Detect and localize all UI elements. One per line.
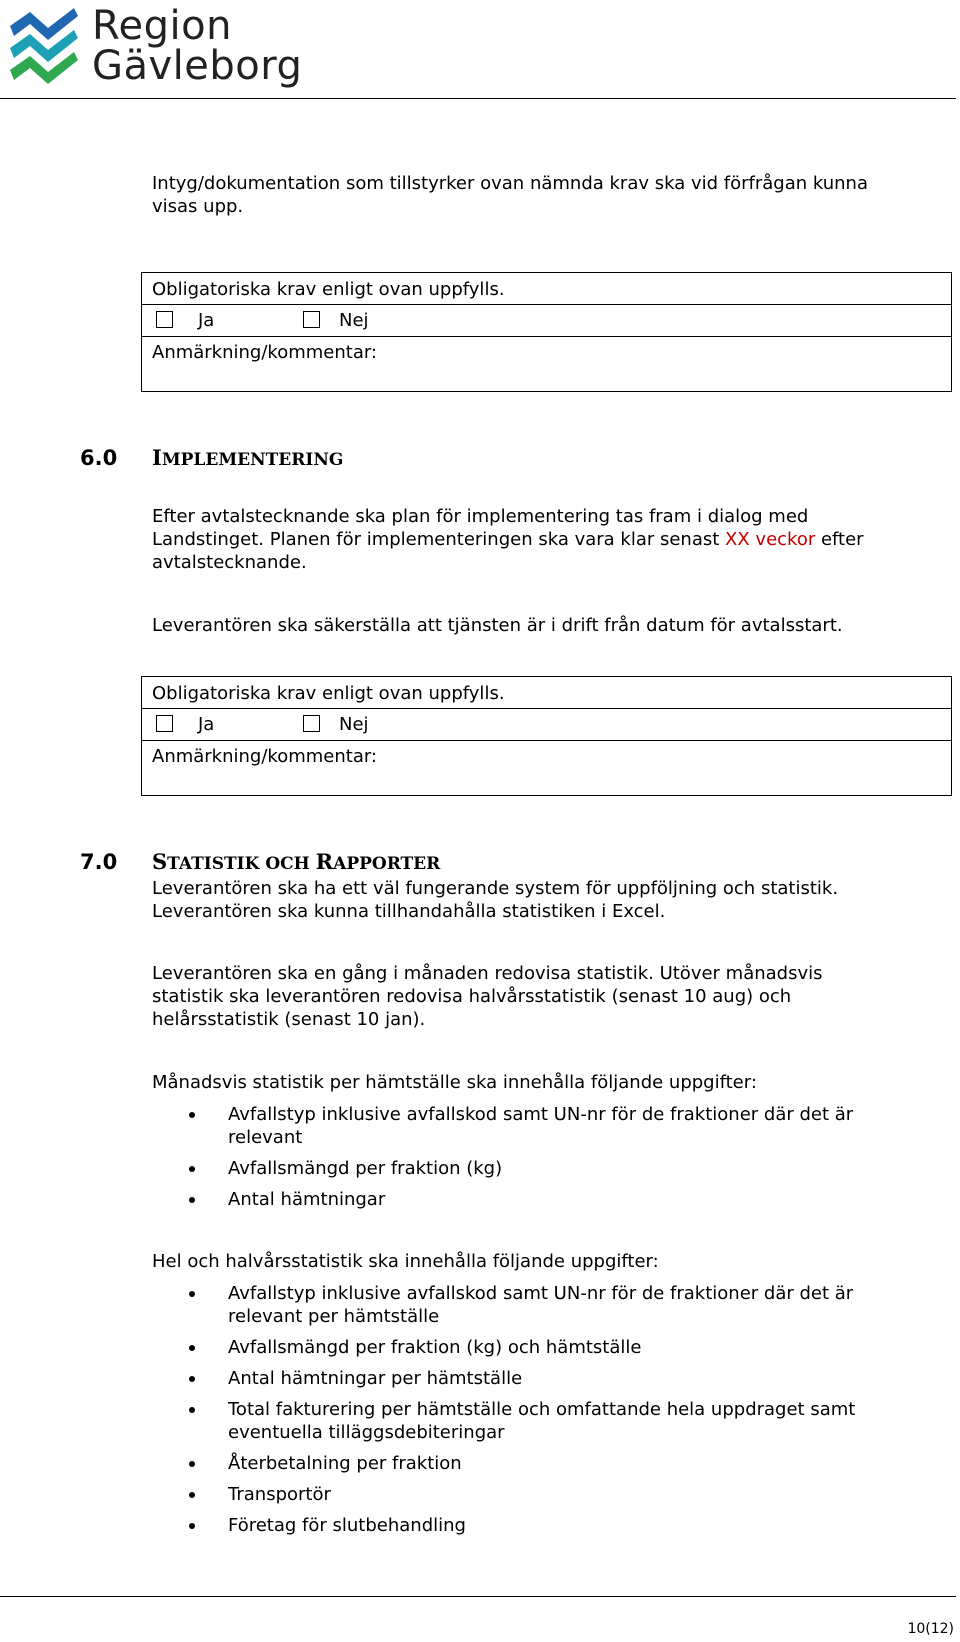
list-bullet [189, 1523, 195, 1529]
list-bullet [189, 1166, 195, 1172]
list-bullet [189, 1291, 195, 1297]
weeks-placeholder: XX veckor [725, 529, 816, 550]
list-item-continuation: eventuella tilläggsdebiteringar [228, 1422, 505, 1443]
header-divider [0, 98, 956, 99]
section-7-p2-line-2: statistik ska leverantören redovisa halvårsstatistik (senast 10 aug) och [152, 986, 792, 1007]
section-6-p1-line-2: Landstinget. Planen för implementeringen ska vara klar senast XX veckor efter [152, 529, 864, 550]
box1-comment-label: Anmärkning/kommentar: [152, 342, 377, 363]
list-item: Avfallstyp inklusive avfallskod samt UN-nr för de fraktioner där det är [228, 1104, 854, 1125]
box1-yes-checkbox[interactable] [156, 311, 173, 328]
box1-title-row [142, 273, 951, 305]
list-item: Avfallsmängd per fraktion (kg) och hämtställe [228, 1337, 642, 1358]
box2-no-label: Nej [339, 714, 369, 735]
list-bullet [189, 1376, 195, 1382]
region-gavleborg-wave-icon [8, 6, 80, 88]
list-item-continuation: relevant [228, 1127, 303, 1148]
list-bullet [189, 1112, 195, 1118]
intro-line-2: visas upp. [152, 196, 244, 217]
box2-comment-row[interactable] [142, 741, 951, 795]
box2-title-row [142, 677, 951, 709]
list-item: Företag för slutbehandling [228, 1515, 466, 1536]
section-7-p2-line-1: Leverantören ska en gång i månaden redovisa statistik. Utöver månadsvis [152, 963, 823, 984]
box1-comment-row[interactable] [142, 337, 951, 391]
section-6-number: 6.0 [80, 446, 118, 470]
section-7-p2-line-3: helårsstatistik (senast 10 jan). [152, 1009, 426, 1030]
section-7-number: 7.0 [80, 850, 118, 874]
box2-comment-label: Anmärkning/kommentar: [152, 746, 377, 767]
section-7-p1-line-1: Leverantören ska ha ett väl fungerande system för uppföljning och statistik. [152, 878, 839, 899]
page-number: 10(12) [907, 1621, 954, 1637]
box2-yes-label: Ja [198, 714, 215, 735]
box2-no-checkbox[interactable] [303, 715, 320, 732]
logo-line-2: Gävleborg [92, 43, 303, 89]
section-6-p1-line-1: Efter avtalstecknande ska plan för implementering tas fram i dialog med [152, 506, 809, 527]
list-bullet [189, 1492, 195, 1498]
list-item-continuation: relevant per hämtställe [228, 1306, 440, 1327]
list-bullet [189, 1345, 195, 1351]
list-bullet [189, 1197, 195, 1203]
box1-yes-label: Ja [198, 310, 215, 331]
list-bullet [189, 1407, 195, 1413]
requirement-box-1 [141, 272, 952, 392]
box2-answer-row [142, 709, 951, 741]
footer-divider [0, 1596, 956, 1597]
list-item: Avfallsmängd per fraktion (kg) [228, 1158, 503, 1179]
yearly-intro: Hel och halvårsstatistik ska innehålla följande uppgifter: [152, 1251, 659, 1272]
section-6-p1-line-3: avtalstecknande. [152, 552, 307, 573]
list-item: Total fakturering per hämtställe och omfattande hela uppdraget samt [228, 1399, 856, 1420]
list-item: Återbetalning per fraktion [228, 1453, 462, 1474]
list-bullet [189, 1461, 195, 1467]
section-7-p1-line-2: Leverantören ska kunna tillhandahålla statistiken i Excel. [152, 901, 666, 922]
list-item: Antal hämtningar per hämtställe [228, 1368, 523, 1389]
section-7-title: STATISTIK OCH RAPPORTER [152, 849, 441, 874]
box1-no-checkbox[interactable] [303, 311, 320, 328]
box1-answer-row [142, 305, 951, 337]
list-item: Transportör [228, 1484, 331, 1505]
list-item: Antal hämtningar [228, 1189, 386, 1210]
logo-line-1: Region [92, 3, 232, 49]
box1-no-label: Nej [339, 310, 369, 331]
logo [8, 4, 308, 90]
box1-title: Obligatoriska krav enligt ovan uppfylls. [152, 279, 505, 300]
box2-yes-checkbox[interactable] [156, 715, 173, 732]
box2-title: Obligatoriska krav enligt ovan uppfylls. [152, 683, 505, 704]
section-6-p2: Leverantören ska säkerställa att tjänsten är i drift från datum för avtalsstart. [152, 615, 843, 636]
monthly-intro: Månadsvis statistik per hämtställe ska innehålla följande uppgifter: [152, 1072, 757, 1093]
section-6-title: IMPLEMENTERING [152, 445, 344, 470]
intro-line-1: Intyg/dokumentation som tillstyrker ovan nämnda krav ska vid förfrågan kunna [152, 173, 868, 194]
requirement-box-2 [141, 676, 952, 796]
list-item: Avfallstyp inklusive avfallskod samt UN-nr för de fraktioner där det är [228, 1283, 854, 1304]
